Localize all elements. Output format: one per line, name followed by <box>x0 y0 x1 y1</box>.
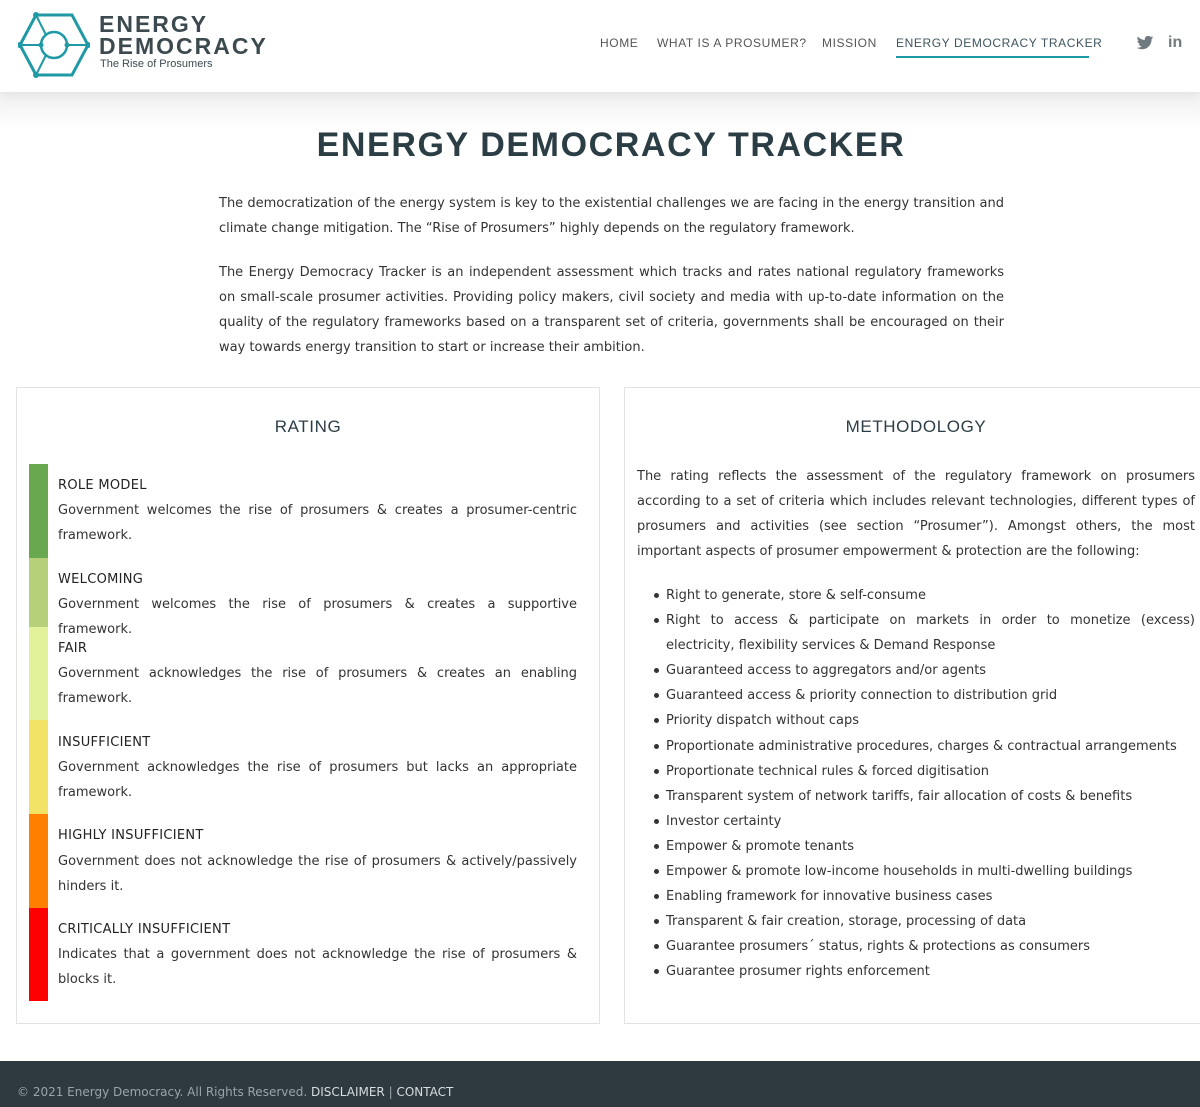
list-item: Guaranteed access & priority connection to distribution grid <box>637 683 1195 708</box>
rating-level-desc: Indicates that a government does not acknowledge the rise of prosumers & blocks it. <box>58 947 577 987</box>
list-item: Priority dispatch without caps <box>637 708 1195 733</box>
rating-level-desc: Government does not acknowledge the rise of prosumers & actively/passively hinders it. <box>58 854 577 894</box>
list-item: Proportionate technical rules & forced digitisation <box>637 759 1195 784</box>
list-item: Empower & promote tenants <box>637 834 1195 859</box>
nav-mission[interactable]: MISSION <box>822 36 877 50</box>
site-header <box>0 0 1200 92</box>
list-item: Transparent & fair creation, storage, processing of data <box>637 909 1195 934</box>
rating-level-title: FAIR <box>58 641 88 656</box>
list-item: Guaranteed access to aggregators and/or agents <box>637 658 1195 683</box>
brand-tagline: The Rise of Prosumers <box>100 58 213 70</box>
methodology-panel <box>624 387 1200 1024</box>
rating-level-desc: Government acknowledges the rise of prosumers & creates an enabling framework. <box>58 666 577 706</box>
rating-level-title: INSUFFICIENT <box>58 735 151 750</box>
rating-level-desc: Government acknowledges the rise of prosumers but lacks an appropriate framework. <box>58 760 577 800</box>
hexagon-network-icon[interactable] <box>18 12 90 78</box>
methodology-description: The rating reflects the assessment of the regulatory framework on prosumers according to a set of criteria which includes relevant technologies, different types of prosumers and activities (see section “Prosumer”). Amongst others, the most important aspects of prosumer empowerment & protection are the following: <box>637 469 1195 559</box>
linkedin-icon[interactable]: in <box>1168 34 1183 51</box>
footer-copyright: © 2021 Energy Democracy. All Rights Reserved. <box>17 1085 308 1099</box>
rating-color-bar-fair <box>29 627 48 720</box>
list-item: Empower & promote low-income households in multi-dwelling buildings <box>637 859 1195 884</box>
footer-contact-link[interactable]: CONTACT <box>396 1085 454 1099</box>
rating-level-title: CRITICALLY INSUFFICIENT <box>58 922 231 937</box>
nav-active-indicator <box>896 56 1089 58</box>
rating-level-desc: Government welcomes the rise of prosumers & creates a supportive framework. <box>58 597 577 637</box>
footer-separator: | <box>388 1085 393 1099</box>
footer-text <box>17 1085 453 1099</box>
rating-color-bar-insufficient <box>29 720 48 814</box>
rating-color-bar-welcoming <box>29 558 48 627</box>
rating-color-bar-role-model <box>29 464 48 558</box>
rating-color-bar-highly-insufficient <box>29 814 48 908</box>
page-title: ENERGY DEMOCRACY TRACKER <box>316 126 906 164</box>
rating-level-title: ROLE MODEL <box>58 478 147 493</box>
list-item: Guarantee prosumer rights enforcement <box>637 959 1195 984</box>
list-item: Right to access & participate on markets in order to monetize (excess) electricity, flexibility services & Demand Response <box>637 608 1195 658</box>
intro-paragraph-2: The Energy Democracy Tracker is an independent assessment which tracks and rates national regulatory frameworks on small-scale prosumer activities. Providing policy makers, civil society and media with up-to-date information on the quality of the regulatory frameworks based on a transparent set of criteria, governments shall be encouraged on their way towards energy transition to start or increase their ambition. <box>219 265 1004 355</box>
criteria-list <box>637 583 1195 985</box>
methodology-title: METHODOLOGY <box>845 417 987 436</box>
list-item: Transparent system of network tariffs, fair allocation of costs & benefits <box>637 784 1195 809</box>
list-item: Guarantee prosumers´ status, rights & protections as consumers <box>637 934 1195 959</box>
list-item: Right to generate, store & self-consume <box>637 583 1195 608</box>
footer-disclaimer-link[interactable]: DISCLAIMER <box>311 1085 385 1099</box>
rating-level-desc: Government welcomes the rise of prosumers & creates a prosumer-centric framework. <box>58 503 577 543</box>
site-footer <box>0 1061 1200 1107</box>
list-item: Enabling framework for innovative business cases <box>637 884 1195 909</box>
list-item: Proportionate administrative procedures, charges & contractual arrangements <box>637 734 1195 759</box>
rating-level-title: HIGHLY INSUFFICIENT <box>58 828 204 843</box>
nav-what-is-a-prosumer[interactable]: WHAT IS A PROSUMER? <box>657 36 807 50</box>
brand-name-line1[interactable]: ENERGY <box>99 11 209 37</box>
twitter-icon[interactable] <box>1136 34 1154 52</box>
rating-color-bar-critically-insufficient <box>29 908 48 1001</box>
rating-panel <box>16 387 600 1024</box>
list-item: Investor certainty <box>637 809 1195 834</box>
rating-level-title: WELCOMING <box>58 572 144 587</box>
nav-energy-democracy-tracker[interactable]: ENERGY DEMOCRACY TRACKER <box>896 36 1103 50</box>
brand-name-line2[interactable]: DEMOCRACY <box>99 33 268 59</box>
nav-home[interactable]: HOME <box>600 36 639 50</box>
intro-paragraph-1: The democratization of the energy system is key to the existential challenges we are facing in the energy transition and climate change mitigation. The “Rise of Prosumers” highly depends on the regulatory framework. <box>219 196 1004 236</box>
rating-title: RATING <box>274 417 342 436</box>
